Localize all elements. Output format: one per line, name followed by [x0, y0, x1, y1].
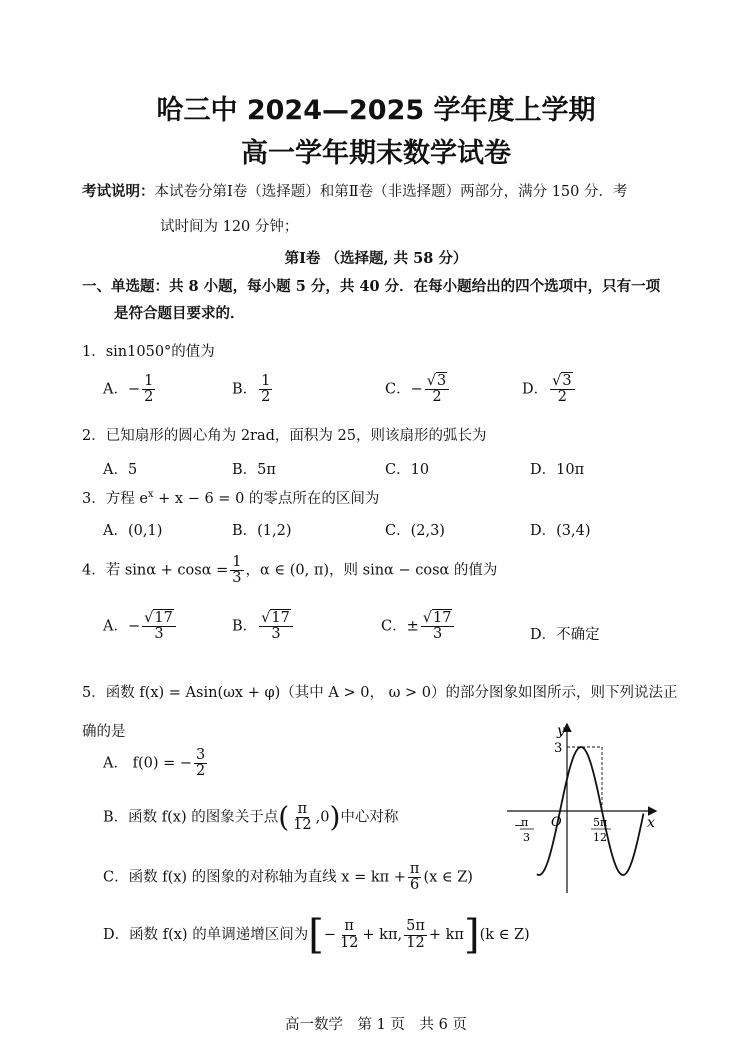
q1-option-b[interactable]	[232, 374, 274, 405]
fraction	[425, 374, 449, 405]
part1-instructions-line2: 是符合题目要求的．	[114, 305, 245, 322]
q3-option-c[interactable]: C．(2,3)	[385, 523, 445, 539]
option-c-post: (x ∈ Z)	[423, 869, 473, 886]
q5-option-c[interactable]	[103, 862, 473, 893]
q1-option-c[interactable]	[385, 374, 451, 405]
q2-option-b[interactable]: B．5π	[232, 462, 276, 478]
denominator: 3	[433, 626, 443, 643]
numerator: √3	[425, 374, 449, 390]
q2-stem: 2．已知扇形的圆心角为 2rad，面积为 25，则该扇形的弧长为	[82, 428, 487, 444]
q3-stem	[82, 487, 379, 508]
section-heading: 第Ⅰ卷 （选择题, 共 58 分）	[284, 250, 468, 267]
numerator: 5π	[406, 918, 425, 935]
minus-sign: −	[410, 381, 423, 398]
q4-stem-pre: 4．若 sinα + cosα =	[82, 562, 229, 579]
neg-tick-sign: −	[514, 819, 524, 832]
fraction	[408, 862, 422, 893]
radicand: 17	[271, 610, 290, 626]
exam-title-line1: 哈三中 2024—2025 学年度上学期	[156, 95, 596, 126]
q1-stem: 1．sin1050°的值为	[82, 344, 215, 360]
q4-option-a[interactable]	[103, 611, 178, 642]
denominator: 12	[293, 817, 312, 834]
numerator: π	[344, 918, 354, 935]
numerator: 1	[144, 373, 154, 389]
numerator: √17	[142, 611, 176, 627]
fraction	[421, 611, 455, 642]
radicand: 17	[154, 610, 173, 626]
q1-option-a[interactable]	[103, 374, 157, 405]
part1-instructions-line1: 一、单选题：共 8 小题，每小题 5 分，共 40 分．在每小题给出的四个选项中，只有一项	[82, 278, 661, 295]
fraction	[338, 919, 360, 950]
option-label: A．	[103, 618, 128, 635]
q3-option-d[interactable]: D．(3,4)	[530, 523, 591, 539]
fraction	[194, 748, 207, 779]
fraction	[259, 611, 293, 642]
option-d-mid: + kπ,	[362, 927, 403, 943]
numerator: 1	[261, 373, 271, 389]
option-label: B．	[232, 618, 258, 635]
q3-exponent: x	[147, 489, 154, 501]
option-label: D．	[522, 381, 549, 398]
fraction	[142, 611, 176, 642]
option-c-text: C．函数 f(x) 的图象的对称轴为直线 x = kπ +	[103, 869, 406, 886]
sine-graph	[505, 715, 665, 895]
radicand: 17	[433, 610, 452, 626]
plus-minus-sign: ±	[406, 618, 419, 635]
option-a-text: A． f(0) = −	[103, 755, 193, 772]
fraction	[142, 374, 155, 405]
q4-stem	[82, 555, 497, 586]
pos-tick-numerator: 5π	[593, 816, 608, 829]
instructions	[82, 180, 627, 201]
q3-stem-pre: 3．方程 e	[82, 491, 148, 507]
numerator: 1	[232, 554, 242, 570]
option-b-post: 中心对称	[340, 809, 399, 826]
q3-stem-post: + x − 6 = 0 的零点所在的区间为	[153, 491, 380, 507]
denominator: 3	[232, 570, 242, 587]
pos-tick-denominator: 12	[593, 831, 607, 844]
q3-option-b[interactable]: B．(1,2)	[232, 523, 292, 539]
q5-option-d[interactable]: D．函数 f(x) 的单调递增区间为[− $\frac{\pi}{12}$ + kπ, $\frac{5\pi}{12}$ + kπ](k ∈ Z)	[103, 912, 530, 958]
numerator: √17	[421, 611, 455, 627]
radicand: 3	[437, 373, 447, 389]
numerator: π	[297, 801, 308, 817]
denominator: 3	[154, 626, 164, 643]
exam-title-line2: 高一学年期末数学试卷	[241, 138, 511, 169]
fraction	[259, 374, 272, 405]
q4-stem-mid: ，α ∈ (0, π)，则 sinα − cosα 的值为	[245, 562, 498, 579]
q4-option-b[interactable]	[232, 611, 295, 642]
q2-option-d[interactable]: D．10π	[530, 462, 585, 478]
q3-option-a[interactable]: A．(0,1)	[103, 523, 163, 539]
q2-option-c[interactable]: C．10	[385, 462, 430, 478]
numerator: π	[409, 861, 420, 877]
denominator: 12	[406, 934, 425, 951]
option-label: C．	[381, 618, 407, 635]
q5-option-b[interactable]: B．函数 f(x) 的图象关于点( $\frac{\pi}{12}$ ,0)中心对称	[103, 800, 399, 834]
q4-option-d[interactable]: D．不确定	[530, 627, 600, 643]
denominator: 6	[410, 877, 420, 894]
option-label: A．	[103, 381, 128, 398]
denominator: 2	[557, 389, 567, 406]
fraction	[404, 919, 427, 950]
instructions-label: 考试说明：	[82, 183, 155, 200]
option-b-text: B．函数 f(x) 的图象关于点	[103, 809, 279, 826]
denominator: 2	[261, 389, 271, 406]
y-tick-label: 3	[554, 741, 563, 756]
radicand: 3	[562, 373, 572, 389]
q4-option-c[interactable]	[381, 611, 456, 642]
numerator: √17	[259, 611, 293, 627]
fraction	[230, 555, 243, 586]
fraction	[550, 374, 574, 405]
denominator: 12	[339, 934, 359, 951]
page-footer: 高一数学 第 1 页 共 6 页	[285, 1017, 467, 1033]
option-b-tail: ,0	[315, 809, 330, 826]
instructions-line2: 试时间为 120 分钟；	[160, 219, 299, 235]
option-d-text: D．函数 f(x) 的单调递增区间为	[103, 927, 309, 943]
fraction	[291, 802, 313, 833]
q5-stem-line2: 确的是	[82, 724, 126, 740]
denominator: 2	[144, 389, 154, 406]
x-axis-label: x	[647, 815, 655, 831]
q2-option-a[interactable]: A．5	[103, 462, 138, 478]
neg-tick-denominator: 3	[523, 831, 530, 844]
option-label: B．	[232, 381, 258, 398]
option-d-end: + kπ	[428, 927, 464, 943]
option-label: C．	[385, 381, 411, 398]
origin-label: O	[551, 815, 562, 830]
minus-sign: −	[127, 618, 141, 635]
q1-option-d[interactable]	[522, 374, 577, 405]
y-axis-label: y	[557, 723, 565, 739]
instructions-line1: 本试卷分第Ⅰ卷（选择题）和第Ⅱ卷（非选择题）两部分，满分 150 分．考	[154, 184, 628, 200]
denominator: 3	[271, 626, 281, 643]
q5-stem-line1: 5．函数 f(x) = Asin(ωx + φ)（其中 A > 0， ω > 0）的部分图象如图所示，则下列说法正	[82, 685, 678, 701]
q5-option-a[interactable]	[103, 748, 209, 779]
numerator: √3	[550, 374, 574, 390]
neg-tick-numerator: π	[521, 816, 529, 829]
denominator: 2	[196, 763, 206, 780]
option-d-post: (k ∈ Z)	[479, 927, 530, 943]
denominator: 2	[432, 389, 442, 406]
minus-sign: −	[127, 381, 141, 398]
numerator: 3	[196, 747, 206, 763]
